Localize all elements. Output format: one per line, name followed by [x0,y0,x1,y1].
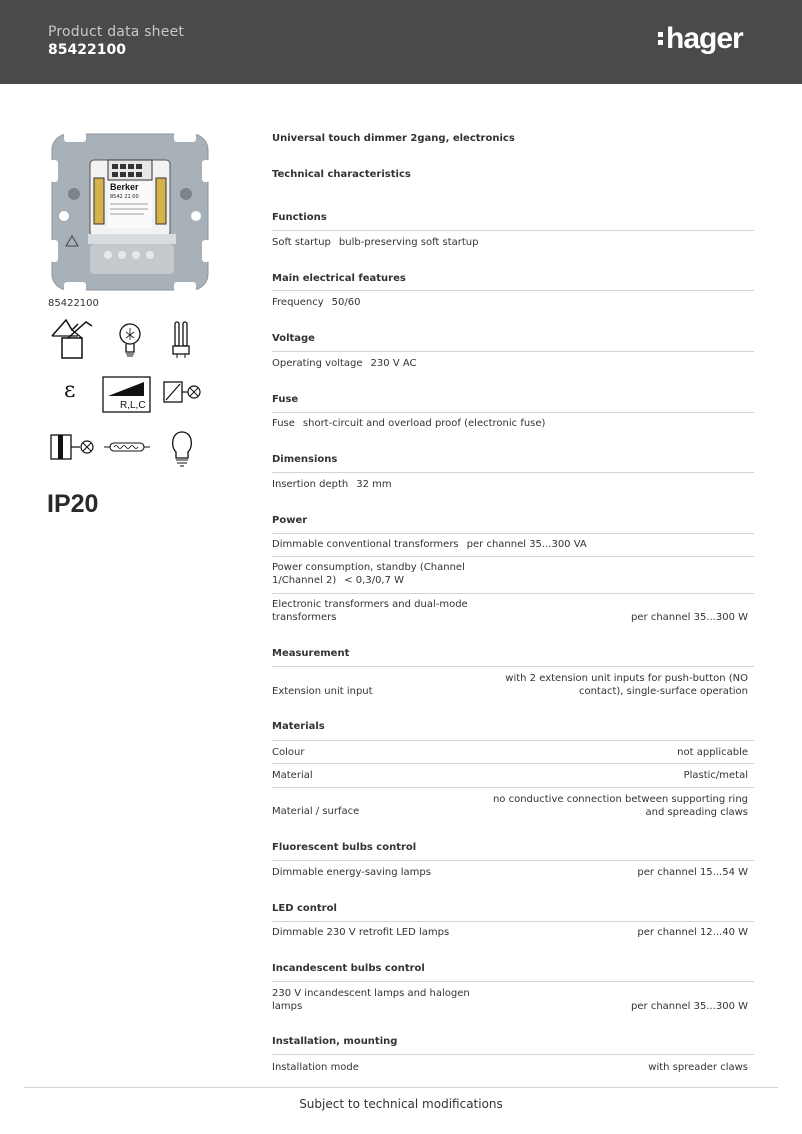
item-code: 85422100 [48,298,99,309]
section-voltage: Voltage [272,333,315,344]
divider [272,666,754,667]
divider [272,763,754,764]
spec-value: 230 V AC [370,358,417,369]
spec-value: < 0,3/0,7 W [344,575,405,586]
section-functions: Functions [272,212,327,223]
divider [272,740,754,741]
spec-label: 230 V incandescent lamps and halogen lamps [272,988,470,1012]
section-fluorescent: Fluorescent bulbs control [272,842,417,853]
spec-label: Material [272,770,313,781]
document-type: Product data sheet [48,24,185,40]
spec-value: per channel 35...300 VA [466,539,587,550]
spec-value: per channel 15...54 W [637,867,748,878]
divider [272,556,754,557]
spec-label: Power consumption, standby (Channel 1/Channel 2) [272,562,465,586]
divider [272,860,754,861]
divider [272,472,754,473]
device-brand: Berker [110,182,139,192]
spec-value: no conductive connection between supporting ring and spreading claws [492,794,748,818]
section-installation: Installation, mounting [272,1036,398,1047]
spec-label: Fuse [272,418,295,429]
spec-label: Dimmable 230 V retrofit LED lamps [272,927,450,938]
divider [272,921,754,922]
divider [272,290,754,291]
spec-row [272,236,479,249]
spec-row [272,296,472,309]
footer-note: Subject to technical modifications [299,1097,503,1111]
section-dimensions: Dimensions [272,454,338,465]
spec-label: Extension unit input [272,686,373,697]
divider [272,1054,754,1055]
spec-value: with spreader claws [648,1062,748,1073]
divider [272,593,754,594]
spec-row [272,538,587,551]
spec-label: Material / surface [272,806,360,817]
protection-rating: IP20 [47,490,99,518]
tech-heading: Technical characteristics [272,169,411,180]
electronic-transformer-icon [160,378,204,408]
spec-label: Soft startup [272,237,331,248]
spec-value: per channel 35...300 W [631,1001,748,1012]
device-code: 8542 21 00 [110,194,139,200]
spec-value: bulb-preserving soft startup [338,237,479,248]
section-led: LED control [272,903,337,914]
spec-row [272,478,472,491]
fluorescent-icon [170,320,194,360]
spec-value: 32 mm [356,479,392,490]
footer-divider [24,1087,778,1088]
divider [272,230,754,231]
spec-row [272,357,472,370]
divider [272,981,754,982]
hager-logo [658,22,743,56]
logo-text: hager [666,22,743,55]
conventional-transformer-icon [50,432,96,462]
spec-label: Frequency [272,297,324,308]
section-main-electrical: Main electrical features [272,273,406,284]
section-measurement: Measurement [272,648,350,659]
rlc-ramp-icon [102,376,152,414]
spec-value: not applicable [677,747,748,758]
rlc-label: R,L,C [120,400,146,411]
spec-label: Installation mode [272,1062,359,1073]
document-id: 85422100 [48,42,126,58]
motor-transformer-icon [48,316,98,360]
product-photo [48,130,212,294]
spec-label: Colour [272,747,305,758]
spec-label: Dimmable energy-saving lamps [272,867,431,878]
spec-label: Operating voltage [272,358,363,369]
section-materials: Materials [272,721,325,732]
spec-value: per channel 12...40 W [637,927,748,938]
divider [272,351,754,352]
page-header [0,0,802,84]
spec-value: with 2 extension unit inputs for push-button (NO contact), single-surface operation [505,673,748,697]
section-fuse: Fuse [272,394,299,405]
product-image-panel [48,130,218,298]
incandescent-bulb-icon [170,430,194,468]
spec-value: Plastic/metal [683,770,748,781]
divider [272,533,754,534]
epsilon-icon: ε [64,378,76,403]
spec-row [272,561,472,587]
section-incandescent: Incandescent bulbs control [272,963,425,974]
product-title: Universal touch dimmer 2gang, electronics [272,133,515,144]
spec-label: Insertion depth [272,479,349,490]
divider [272,787,754,788]
spec-value: short-circuit and overload proof (electronic fuse) [302,418,546,429]
spec-value: 50/60 [331,297,361,308]
symbol-grid [48,316,218,476]
bulb-icon [116,320,146,360]
spec-label: Dimmable conventional transformers [272,539,459,550]
section-power: Power [272,515,308,526]
divider [272,412,754,413]
spec-row [272,417,546,430]
spec-value: per channel 35...300 W [631,612,748,623]
halogen-tube-icon [104,440,150,454]
spec-label: Electronic transformers and dual-mode transformers [272,599,468,623]
